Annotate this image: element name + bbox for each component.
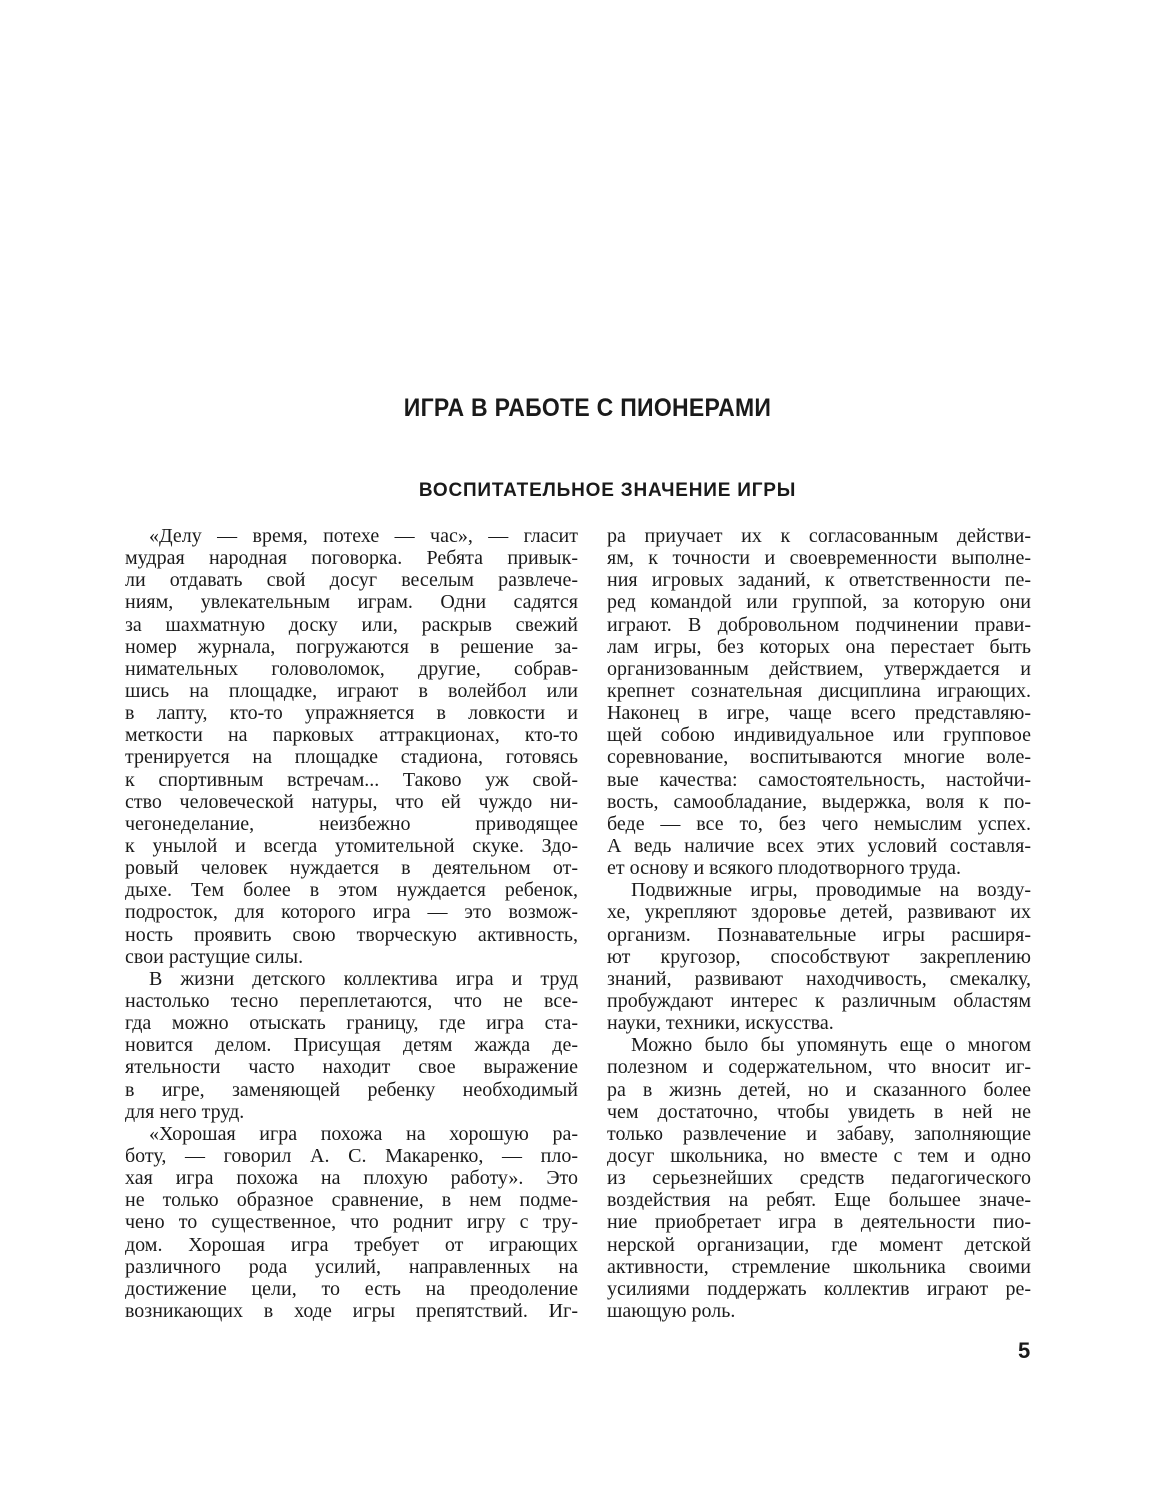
text-line: номер журнала, погружаются в решение за- [125,635,578,658]
text-line: для него труд. [125,1100,245,1123]
text-line: организованным действием, утверждается и [607,657,1031,680]
text-line: различного рода усилий, направленных на [125,1255,578,1278]
text-line: воздействия на ребят. Еще большее значе- [607,1189,1031,1212]
text-line: В жизни детского коллектива игра и труд [149,967,578,990]
text-line: настолько тесно переплетаются, что не все- [125,989,578,1012]
paragraph [125,968,578,1123]
text-line: Подвижные игры, проводимые на возду- [631,879,1031,902]
text-line: к унылой и всегда утомительной скуке. Здо- [125,834,578,857]
text-line: в лапту, кто-то упражняется в ловкости и [125,702,578,725]
text-line: знаний, развивают находчивость, смекалку, [607,967,1031,990]
text-column-right [607,525,1031,1322]
text-line: лам игры, без которых она перестает быть [607,635,1031,658]
text-line: ям, к точности и своевременности выполне- [607,547,1031,570]
text-line: хе, укрепляют здоровье детей, развивают их [607,901,1031,924]
paragraph [607,1034,1031,1322]
text-line: возникающих в ходе игры препятствий. Иг- [125,1299,578,1322]
text-line: ния игровых заданий, к ответственности пе- [607,569,1031,592]
text-line: А ведь наличие всех этих условий составля- [607,834,1031,857]
text-line: меткости на парковых аттракционах, кто-то [125,724,578,747]
text-line: шись на площадке, играют в волейбол или [125,679,578,702]
text-line: мудрая народная поговорка. Ребята привык- [125,547,578,570]
text-line: щей собою индивидуальное или групповое [607,724,1031,747]
text-line: дом. Хорошая игра требует от играющих [125,1233,578,1256]
text-line: достижение цели, то есть на преодоление [125,1277,578,1300]
text-line: нерской организации, где момент детской [607,1233,1031,1256]
text-line: ред командой или группой, за которую они [607,591,1031,614]
text-line: Можно было бы упомянуть еще о многом [631,1034,1031,1057]
text-line: ра в жизнь детей, но и сказанного более [607,1078,1031,1101]
text-line: чегонеделание, неизбежно приводящее [125,812,578,835]
text-line: ство человеческой натуры, что ей чуждо ни- [125,790,578,813]
text-line: гда можно отыскать границу, где игра ста- [125,1012,578,1035]
text-line: боту, — говорил А. С. Макаренко, — пло- [125,1144,578,1167]
text-line: за шахматную доску или, раскрыв свежий [125,613,578,636]
text-line: нимательных головоломок, другие, собрав- [125,657,578,680]
text-line: ность проявить свою творческую активность, [125,923,578,946]
text-line: полезном и содержательном, что вносит иг- [607,1056,1031,1079]
section-heading: ВОСПИТАТЕЛЬНОЕ ЗНАЧЕНИЕ ИГРЫ [418,480,797,501]
text-line: хая игра похожа на плохую работу». Это [125,1167,578,1190]
text-line: новится делом. Присущая детям жажда де- [125,1034,578,1057]
paragraph [607,525,1031,879]
text-line: активности, стремление школьника своими [607,1255,1031,1278]
text-line: играют. В добровольном подчинении прави- [607,613,1031,636]
text-line: чем достаточно, чтобы увидеть в ней не [607,1100,1031,1123]
text-line: к спортивным встречам... Таково уж свой- [125,768,578,791]
text-line: ниям, увлекательным играм. Одни садятся [125,591,578,614]
text-line: ли отдавать свой досуг веселым развлече- [125,569,578,592]
text-line: ровый человек нуждается в деятельном от- [125,857,578,880]
text-line: вость, самообладание, выдержка, воля к по- [607,790,1031,813]
text-line: только развлечение и забаву, заполняющие [607,1122,1031,1145]
page-number: 5 [1018,1338,1031,1363]
text-line: не только образное сравнение, в нем подме- [125,1189,578,1212]
text-line: пробуждают интерес к различным областям [607,989,1031,1012]
text-line: в игре, заменяющей ребенку необходимый [125,1078,578,1101]
text-line: «Хорошая игра похожа на хорошую ра- [149,1122,578,1145]
paragraph [125,525,578,968]
text-line: ние приобретает игра в деятельности пио- [607,1211,1031,1234]
text-line: усилиями поддержать коллектив играют ре- [607,1277,1031,1300]
text-line: тренируется на площадке стадиона, готовясь [125,746,578,769]
paragraph [607,879,1031,1034]
text-line: досуг школьника, но вместе с тем и одно [607,1144,1031,1167]
text-line: ятельности часто находит свое выражение [125,1056,578,1079]
text-line: подросток, для которого игра — это возмож- [125,901,578,924]
chapter-title: ИГРА В РАБОТЕ С ПИОНЕРАМИ [403,394,772,422]
text-line: соревнование, воспитываются многие воле- [607,746,1031,769]
text-line: беде — все то, без чего немыслим успех. [607,812,1031,835]
text-line: свои растущие силы. [125,945,304,968]
text-line: науки, техники, искусства. [607,1012,834,1035]
text-line: из серьезнейших средств педагогического [607,1167,1031,1190]
text-line: ра приучает их к согласованным действи- [607,525,1031,547]
text-line: Наконец в игре, чаще всего представляю- [607,702,1031,725]
text-line: «Делу — время, потехе — час», — гласит [149,525,578,547]
text-line: ет основу и всякого плодотворного труда. [607,857,961,880]
text-column-left [125,525,578,1322]
paragraph [125,1123,578,1322]
text-line: вые качества: самостоятельность, настойчи- [607,768,1031,791]
text-line: ют кругозор, способствуют закреплению [607,945,1031,968]
text-line: организм. Познавательные игры расширя- [607,923,1031,946]
text-line: чено то существенное, что роднит игру с тру- [125,1211,578,1234]
text-line: дыхе. Тем более в этом нуждается ребенок, [125,879,578,902]
text-line: крепнет сознательная дисциплина играющих. [607,679,1031,702]
text-line: шающую роль. [607,1299,736,1322]
